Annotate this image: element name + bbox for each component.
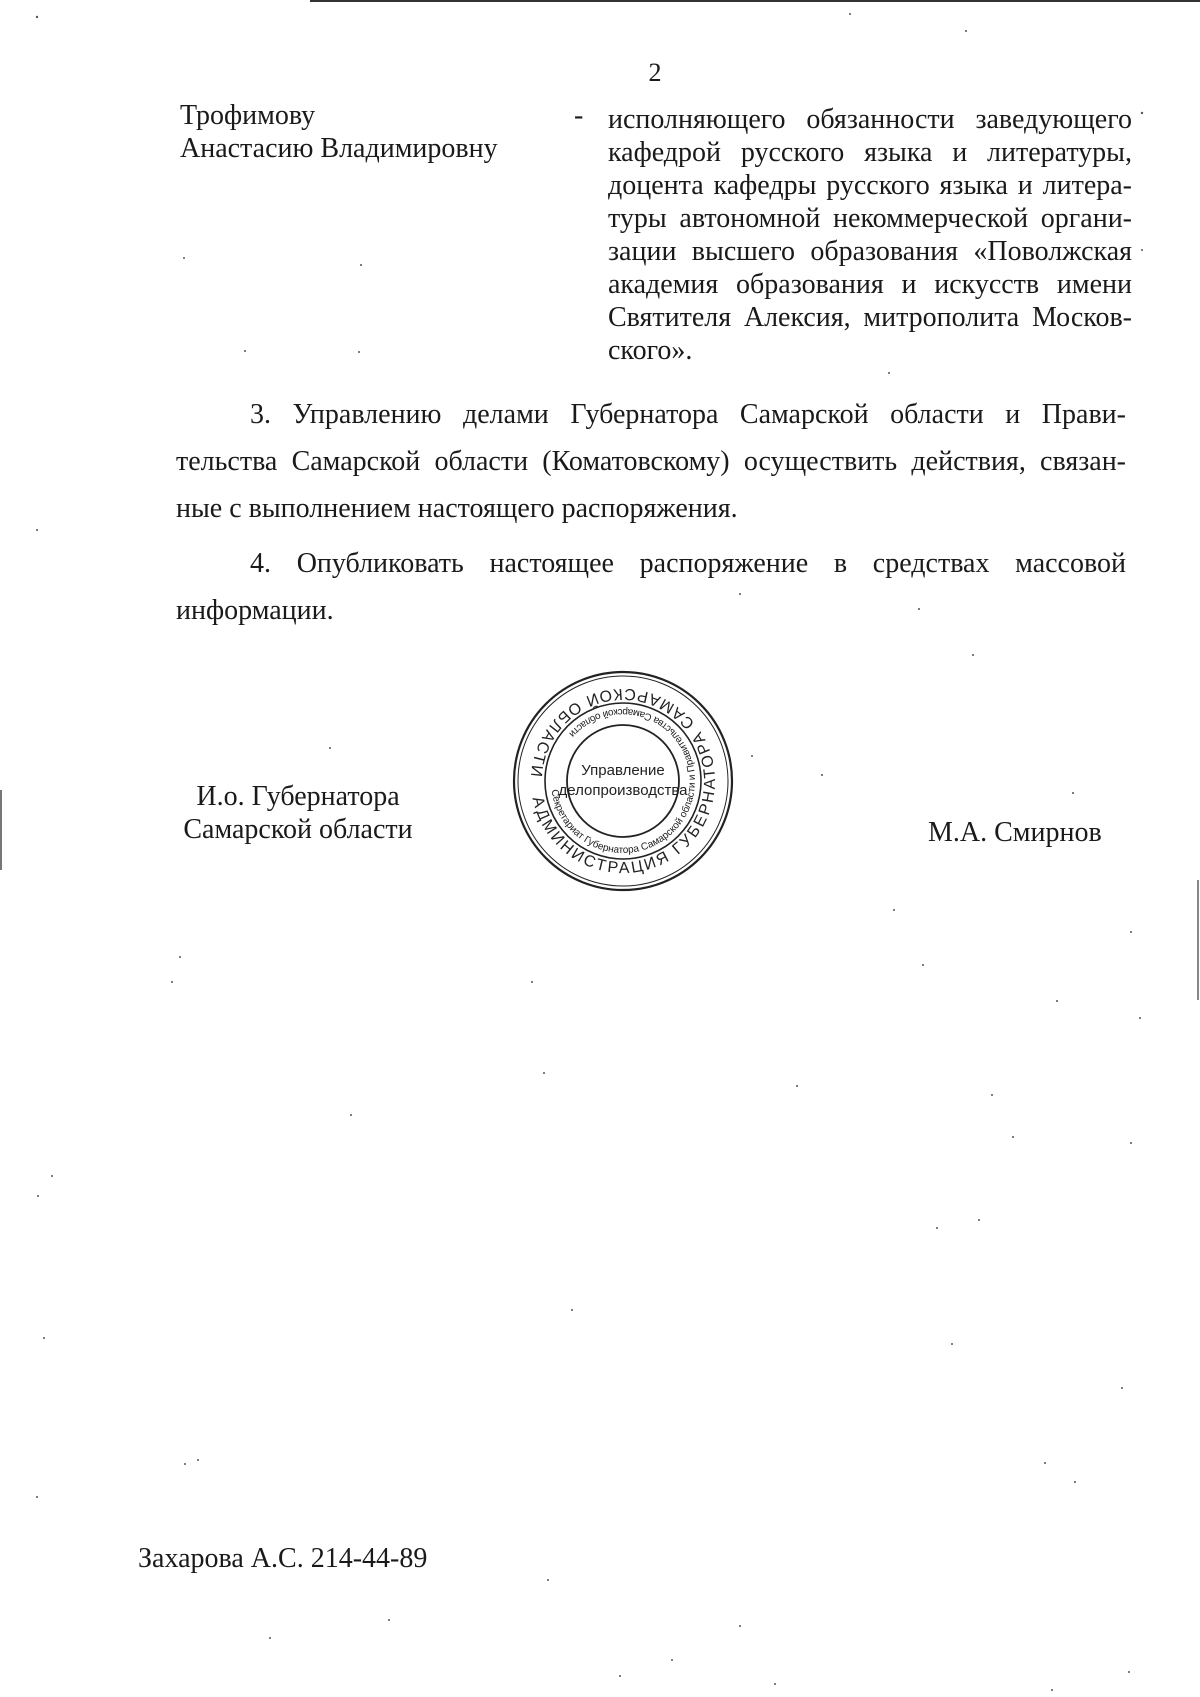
position-line: туры автономной некоммерческой органи-	[608, 203, 1132, 234]
appointee-name-line: Анастасию Владимировну	[180, 133, 498, 164]
seal-outer-text: АДМИНИСТРАЦИЯ ГУБЕРНАТОРА САМАРСКОЙ ОБЛАСТИ	[526, 684, 720, 878]
signer-title-line: И.о. Губернатора	[196, 781, 400, 812]
position-line: кафедрой русского языка и литературы,	[608, 137, 1132, 168]
seal-center-line: Управление	[581, 762, 665, 779]
position-line: исполняющего обязанности заведующего	[608, 104, 1132, 135]
clause-line: ные с выполнением настоящего распоряжения.	[176, 493, 738, 524]
appointee-name-line: Трофимову	[180, 100, 316, 131]
clause-line: информации.	[176, 595, 334, 626]
clause-line: тельства Самарской области (Коматовскому) осуществить действия, связан-	[176, 446, 1126, 477]
position-line: доцента кафедры русского языка и литера-	[608, 170, 1132, 201]
signer-name: М.А. Смирнов	[928, 817, 1102, 848]
clause-line: 3. Управлению делами Губернатора Самарской области и Прави-	[250, 399, 1126, 430]
position-line: Святителя Алексия, митрополита Москов-	[608, 302, 1132, 333]
seal-center-line: делопроизводства	[558, 782, 688, 799]
seal-inner-ring-text: Секретариат Губернатора Самарской области и Правительства Самарской области	[548, 705, 699, 857]
position-line: академия образования и искусств имени	[608, 269, 1132, 300]
page-number: 2	[648, 58, 662, 87]
signer-title-line: Самарской области	[183, 814, 413, 845]
appointee-dash: -	[574, 100, 584, 131]
executor-contact: Захарова А.С. 214-44-89	[138, 1543, 428, 1574]
position-line: зации высшего образования «Поволжская	[608, 236, 1132, 267]
clause-line: 4. Опубликовать настоящее распоряжение в средствах массовой	[250, 548, 1126, 579]
position-line: ского».	[608, 335, 693, 366]
